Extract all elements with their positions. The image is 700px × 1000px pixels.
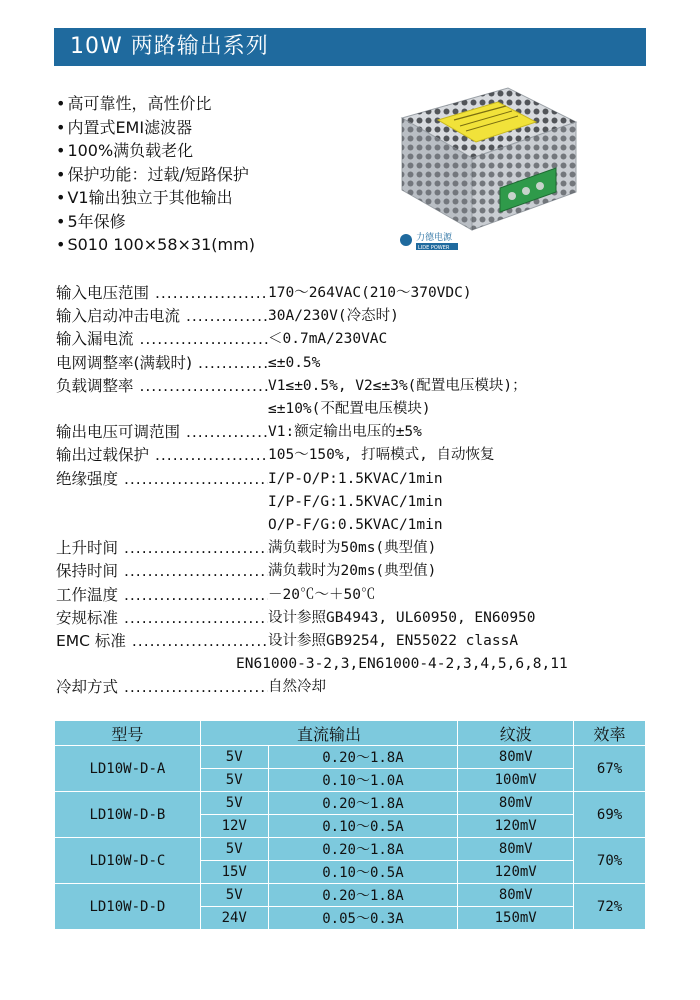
table-row bbox=[55, 838, 646, 861]
efficiency-cell: 72% bbox=[574, 884, 646, 930]
spec-value: I/P-F/G:1.5KVAC/1min bbox=[268, 493, 443, 510]
current-cell: 0.20～1.8A bbox=[268, 746, 458, 769]
spec-label: 输入漏电流 ..... bbox=[56, 328, 268, 351]
spec-label: EMC 标准 ..... bbox=[56, 630, 268, 653]
current-cell: 0.05～0.3A bbox=[268, 907, 458, 930]
spec-label: 保持时间 ..... bbox=[56, 560, 268, 583]
product-photo bbox=[388, 80, 588, 255]
ripple-cell: 100mV bbox=[458, 769, 574, 792]
voltage-cell: 5V bbox=[200, 746, 268, 769]
spec-label: 负载调整率 ..... bbox=[56, 375, 268, 398]
spec-row bbox=[56, 607, 568, 630]
model-cell: LD10W-D-D bbox=[55, 884, 201, 930]
spec-label: 电网调整率(满载时) ..... bbox=[56, 352, 268, 375]
spec-label: 输入电压范围 ..... bbox=[56, 282, 268, 305]
efficiency-cell: 69% bbox=[574, 792, 646, 838]
spec-label: 冷却方式 ..... bbox=[56, 676, 268, 699]
spec-list bbox=[56, 282, 568, 700]
power-supply-image bbox=[388, 80, 588, 255]
spec-value: V1≤±0.5%, V2≤±3%(配置电压模块)； bbox=[268, 377, 527, 394]
header-dc-output: 直流输出 bbox=[200, 721, 458, 746]
model-cell: LD10W-D-C bbox=[55, 838, 201, 884]
table-header-row bbox=[55, 721, 646, 746]
efficiency-cell: 67% bbox=[574, 746, 646, 792]
model-cell: LD10W-D-A bbox=[55, 746, 201, 792]
brand-logo-subtext: LIDE POWER bbox=[418, 245, 450, 251]
ripple-cell: 150mV bbox=[458, 907, 574, 930]
spec-row bbox=[56, 305, 568, 328]
spec-row-continued bbox=[56, 398, 568, 421]
current-cell: 0.10～0.5A bbox=[268, 861, 458, 884]
spec-row bbox=[56, 444, 568, 467]
spec-value: 设计参照GB9254, EN55022 classA bbox=[268, 633, 519, 650]
voltage-cell: 12V bbox=[200, 815, 268, 838]
spec-row bbox=[56, 560, 568, 583]
feature-item: • 高可靠性，高性价比 bbox=[56, 92, 255, 116]
spec-row bbox=[56, 375, 568, 398]
spec-value: V1:额定输出电压的±5% bbox=[268, 424, 422, 441]
table-row bbox=[55, 746, 646, 769]
efficiency-cell: 70% bbox=[574, 838, 646, 884]
voltage-cell: 5V bbox=[200, 838, 268, 861]
spec-label: 输出电压可调范围 ..... bbox=[56, 421, 268, 444]
voltage-cell: 5V bbox=[200, 769, 268, 792]
spec-row-continued bbox=[56, 514, 568, 537]
spec-row bbox=[56, 584, 568, 607]
spec-value: 自然冷却 bbox=[268, 679, 326, 696]
spec-row bbox=[56, 328, 568, 351]
current-cell: 0.10～1.0A bbox=[268, 769, 458, 792]
spec-row bbox=[56, 421, 568, 444]
spec-value: EN61000-3-2,3,EN61000-4-2,3,4,5,6,8,11 bbox=[236, 656, 568, 673]
spec-row-continued bbox=[56, 653, 568, 676]
feature-item: • 5年保修 bbox=[56, 210, 255, 234]
spec-label: 输入启动冲击电流 ..... bbox=[56, 305, 268, 328]
spec-value: ≤±10%(不配置电压模块) bbox=[268, 401, 431, 418]
model-table bbox=[54, 720, 646, 930]
brand-logo-text: 力德电源 bbox=[416, 233, 453, 243]
voltage-cell: 24V bbox=[200, 907, 268, 930]
ripple-cell: 80mV bbox=[458, 792, 574, 815]
table-row bbox=[55, 792, 646, 815]
spec-row bbox=[56, 630, 568, 653]
ripple-cell: 80mV bbox=[458, 746, 574, 769]
spec-value: 满负载时为20ms(典型值) bbox=[268, 563, 437, 580]
feature-item: • 保护功能：过载/短路保护 bbox=[56, 163, 255, 187]
current-cell: 0.20～1.8A bbox=[268, 838, 458, 861]
spec-value: 170～264VAC(210～370VDC) bbox=[268, 285, 472, 301]
feature-item: • S010 100×58×31(mm) bbox=[56, 233, 255, 257]
feature-item: • 100%满负载老化 bbox=[56, 139, 255, 163]
feature-item: • 内置式EMI滤波器 bbox=[56, 116, 255, 140]
model-cell: LD10W-D-B bbox=[55, 792, 201, 838]
ripple-cell: 80mV bbox=[458, 838, 574, 861]
spec-value: ≤±0.5% bbox=[268, 354, 321, 371]
header-efficiency: 效率 bbox=[574, 721, 646, 746]
series-title: 10W 两路输出系列 bbox=[70, 34, 269, 59]
spec-value: I/P-O/P:1.5KVAC/1min bbox=[268, 470, 443, 487]
spec-row bbox=[56, 468, 568, 491]
header-ripple: 纹波 bbox=[458, 721, 574, 746]
spec-value: 设计参照GB4943, UL60950, EN60950 bbox=[268, 609, 536, 626]
voltage-cell: 5V bbox=[200, 884, 268, 907]
current-cell: 0.20～1.8A bbox=[268, 792, 458, 815]
ripple-cell: 120mV bbox=[458, 815, 574, 838]
spec-label: 绝缘强度 ..... bbox=[56, 468, 268, 491]
header-model: 型号 bbox=[55, 721, 201, 746]
spec-row bbox=[56, 537, 568, 560]
spec-label: 安规标准 ..... bbox=[56, 607, 268, 630]
table-row bbox=[55, 884, 646, 907]
series-title-banner bbox=[54, 28, 646, 66]
current-cell: 0.20～1.8A bbox=[268, 884, 458, 907]
ripple-cell: 80mV bbox=[458, 884, 574, 907]
spec-value: 30A/230V(冷态时) bbox=[268, 308, 399, 325]
spec-label: 工作温度 ..... bbox=[56, 584, 268, 607]
feature-list bbox=[56, 92, 255, 257]
spec-value: O/P-F/G:0.5KVAC/1min bbox=[268, 517, 443, 534]
spec-value: －20℃～＋50℃ bbox=[268, 586, 376, 603]
spec-row bbox=[56, 676, 568, 699]
voltage-cell: 15V bbox=[200, 861, 268, 884]
ripple-cell: 120mV bbox=[458, 861, 574, 884]
feature-item: • V1输出独立于其他输出 bbox=[56, 186, 255, 210]
spec-row bbox=[56, 282, 568, 305]
spec-label: 上升时间 ..... bbox=[56, 537, 268, 560]
spec-value: 满负载时为50ms(典型值) bbox=[268, 540, 437, 557]
spec-row-continued bbox=[56, 491, 568, 514]
spec-label: 输出过载保护 ..... bbox=[56, 444, 268, 467]
spec-value: 105～150%, 打嗝模式, 自动恢复 bbox=[268, 447, 495, 464]
current-cell: 0.10～0.5A bbox=[268, 815, 458, 838]
voltage-cell: 5V bbox=[200, 792, 268, 815]
spec-value: ＜0.7mA/230VAC bbox=[268, 331, 388, 348]
spec-row bbox=[56, 352, 568, 375]
